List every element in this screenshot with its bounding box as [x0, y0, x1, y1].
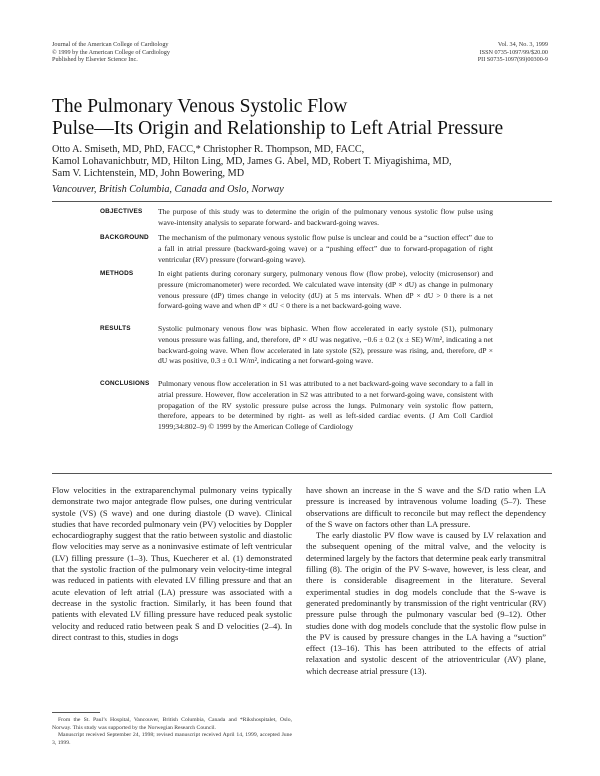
- footnote: [52, 717, 292, 747]
- abstract-text: Pulmonary venous flow acceleration in S1 was attributed to a net backward-going wave secondary to a fall in atrial pressure. However, flow acceleration in S2 was attributed to a net forward-going wave, consistent with propagation of the RV systolic pressure pulse across the lungs. Pulmonary vein systolic flow pattern, therefore, appears to be determined by right- as well as left-sided cardiac events. (J Am Coll Cardiol 1999;34:802–9) © 1999 by the American College of Cardiology: [158, 379, 493, 432]
- author-list: [52, 144, 552, 181]
- pii-line: PII S0735-1097(99)00300-9: [477, 56, 548, 64]
- body-column-right: [306, 485, 546, 677]
- abstract-methods: [52, 269, 552, 324]
- abstract-label: CONCLUSIONS: [100, 380, 150, 387]
- body-column-left: [52, 485, 292, 643]
- abstract-text: The mechanism of the pulmonary venous systolic flow pulse is unclear and could be a “suction effect” due to a fall in atrial pressure (backward-going wave) or a “pushing effect” due to forward-propagation of right ventricular (RV) pressure (forward-going wave).: [158, 233, 493, 264]
- title-line-2: Pulse—Its Origin and Relationship to Left Atrial Pressure: [52, 117, 504, 139]
- authors-line-2: Kamol Lohavanichbutr, MD, Hilton Ling, MD, James G. Abel, MD, Robert T. Miyagishima, MD,: [52, 156, 452, 168]
- publisher-line: Published by Elsevier Science Inc.: [52, 56, 138, 64]
- article-title: [52, 96, 552, 139]
- journal-name: Journal of the American College of Cardiology: [52, 41, 169, 48]
- footnote-rule: [52, 712, 100, 713]
- affiliation: Vancouver, British Columbia, Canada and Oslo, Norway: [52, 184, 284, 195]
- structured-abstract: [52, 207, 552, 449]
- footnote-affiliation: From the St. Paul’s Hospital, Vancouver, British Columbia, Canada and *Rikshospitalet, Oslo, Norway. This study was supported by the Norwegian Research Council.: [52, 717, 292, 731]
- abstract-label: RESULTS: [100, 325, 131, 332]
- copyright-line: © 1999 by the American College of Cardiology: [52, 48, 170, 56]
- abstract-objectives: [52, 207, 552, 233]
- body-paragraph: have shown an increase in the S wave and the S/D ratio when LA pressure is increased by intravenous volume loading (5–7). These observations are difficult to reconcile but may reflect the dependency of the S wave on factors other than LA pressure.: [306, 485, 546, 529]
- abstract-text: The purpose of this study was to determine the origin of the pulmonary venous systolic flow pulse using wave-intensity analysis to separate forward- and backward-going waves.: [158, 207, 493, 227]
- footnote-dates: Manuscript received September 24, 1998; revised manuscript received April 14, 1999, accepted June 3, 1999.: [52, 732, 292, 746]
- abstract-text: Systolic pulmonary venous flow was biphasic. When flow accelerated in early systole (S1), pulmonary venous pressure was falling, and, therefore, dP × dU was negative, −0.6 ± 0.2 (x ± SE) W/m², indicating a net backward-going wave. When flow accelerated in late systole (S2), pressure was rising, and, therefore, dP × dU was positive, 0.3 ± 0.1 W/m², indicating a net forward-going wave.: [158, 324, 493, 366]
- abstract-label: OBJECTIVES: [100, 208, 143, 215]
- abstract-text: In eight patients during coronary surgery, pulmonary venous flow (flow probe), velocity (microsensor) and pressure (micromanometer) were recorded. We calculated wave intensity (dP × dU) as change in pulmonary venous pressure (dP) times change in velocity (dU) at 5 ms intervals. When dP × dU > 0 there is a net forward-going wave and when dP × dU < 0 there is a net backward-going wave.: [158, 269, 493, 311]
- body-paragraph: Flow velocities in the extraparenchymal pulmonary veins typically demonstrate two major antegrade flow pulses, one during ventricular systole (VS) (S wave) and one during diastole (D wave). Clinical studies that have recorded pulmonary vein (PV) velocities by Doppler echocardiography suggest that the ratio between systolic and diastolic flow velocities may serve as a noninvasive estimate of left ventricular (LV) filling pressure (1–3). Thus, Kuecherer et al. (1) demonstrated that the systolic fraction of the pulmonary vein velocity-time integral was reduced in patients with elevated LV filling pressure and that an acute elevation of left atrial (LA) pressure was associated with a decrease in the systolic fraction. Similarly, it has been found that patients with elevated LV filling pressure have reduced peak systolic velocity and reduced ratio between peak S and D velocities (2–4). In direct contrast to this, studies in dogs: [52, 485, 292, 642]
- abstract-conclusions: [52, 379, 552, 449]
- volume-line: Vol. 34, No. 3, 1999: [497, 41, 548, 48]
- body-paragraph: The early diastolic PV flow wave is caused by LV relaxation and the subsequent opening of the mitral valve, and the velocity is determined largely by the factors that determine peak early transmitral filling (8). The origin of the PV S-wave, however, is less clear, and there is considerable disagreement in the literature. Several experimental studies in dog models conclude that the S-wave is generated predominantly by transmission of the right ventricular (RV) pressure pulse through the pulmonary vascular bed (9–12). Other studies done with dog models conclude that the systolic flow pulse in the PV is caused by pressure changes in the LA having a “suction” effect (13–16). This has been attributed to the effects of atrial relaxation and systolic descent of the atrioventricular (AV) plane, which decrease atrial pressure (13).: [306, 530, 546, 676]
- issn-line: ISSN 0735-1097/99/$20.00: [479, 48, 548, 56]
- issue-info: [478, 41, 548, 64]
- abstract-top-rule: [52, 201, 552, 202]
- abstract-background: [52, 233, 552, 269]
- abstract-results: [52, 324, 552, 379]
- title-line-1: The Pulmonary Venous Systolic Flow: [52, 96, 348, 117]
- abstract-bottom-rule: [52, 473, 552, 474]
- abstract-label: METHODS: [100, 270, 134, 277]
- abstract-label: BACKGROUND: [100, 234, 149, 241]
- authors-line-3: Sam V. Lichtenstein, MD, John Bowering, MD: [52, 168, 245, 180]
- journal-header: [52, 41, 170, 64]
- authors-line-1: Otto A. Smiseth, MD, PhD, FACC,* Christopher R. Thompson, MD, FACC,: [52, 144, 365, 155]
